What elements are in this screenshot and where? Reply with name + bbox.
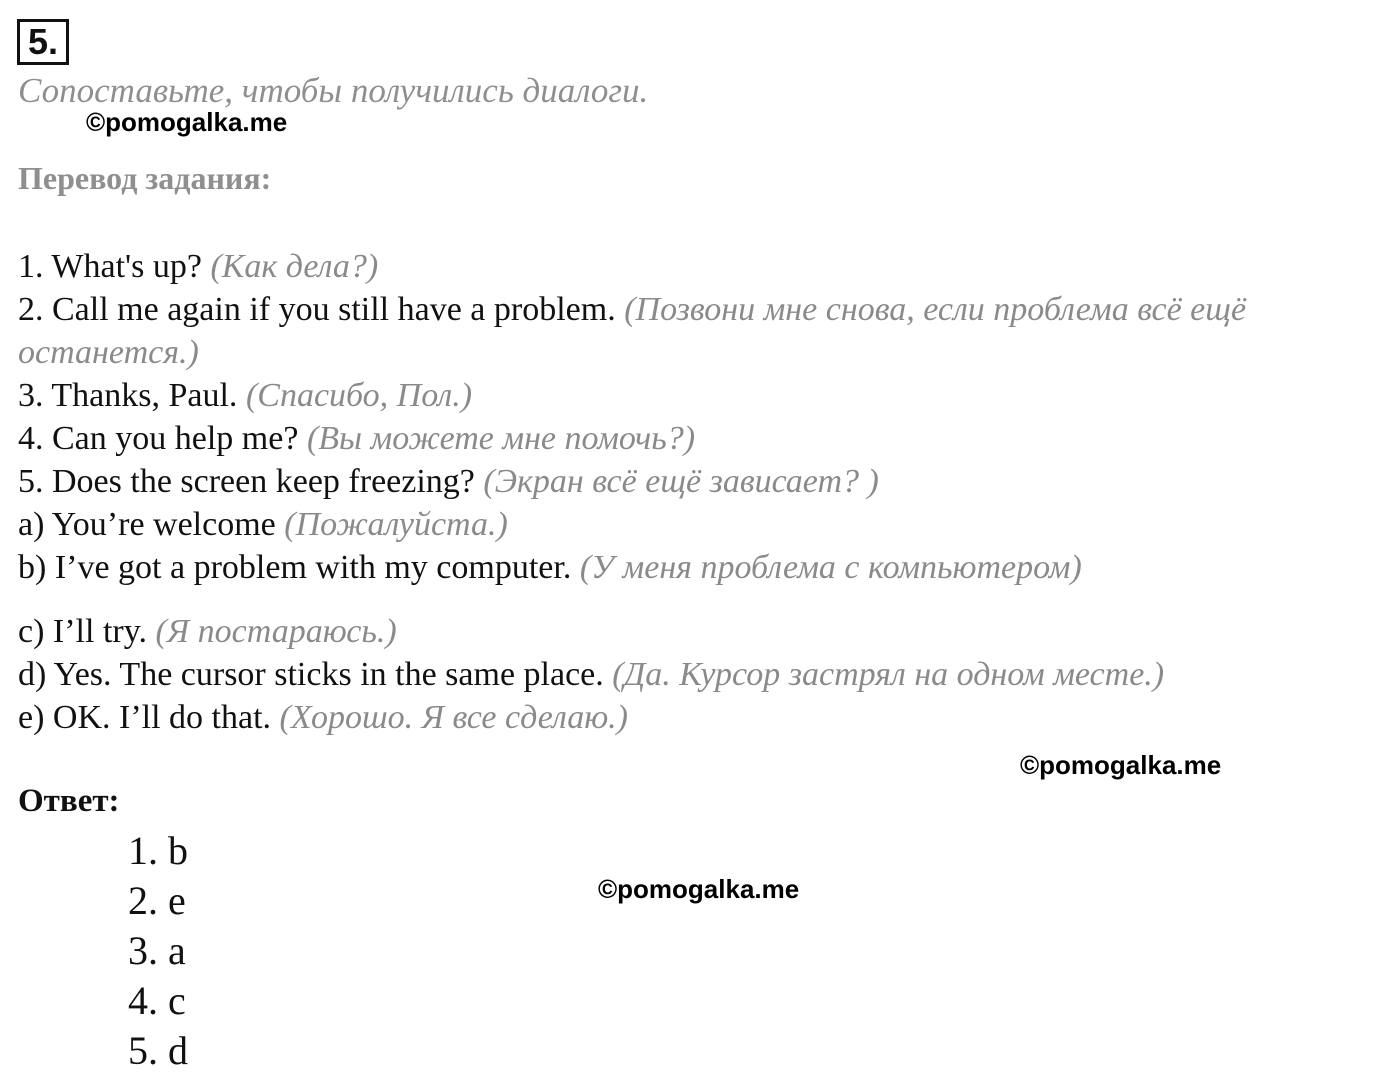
russian-translation: (Спасибо, Пол.) [245, 377, 473, 414]
watermark: ©pomogalka.me [1020, 750, 1222, 780]
answer-item: 3. a [128, 928, 186, 973]
russian-translation: (У меня проблема с компьютером) [579, 549, 1082, 586]
english-phrase: 3. Thanks, Paul. [18, 377, 246, 414]
dialogue-line-4 [18, 417, 1388, 460]
dialogue-line-3 [18, 374, 1388, 417]
russian-translation: (Экран всё ещё зависает? ) [483, 463, 879, 500]
english-phrase: d) Yes. The cursor sticks in the same place. [18, 656, 613, 693]
english-phrase: 5. Does the screen keep freezing? [18, 463, 484, 500]
english-phrase: 2. Call me again if you still have a problem. [18, 291, 625, 328]
dialogue-line-d [18, 653, 1388, 696]
english-phrase: a) You’re welcome [18, 506, 285, 543]
answer-item: 4. c [128, 978, 186, 1023]
answer-item: 1. b [128, 828, 188, 873]
dialogue-line-1 [18, 245, 1388, 288]
russian-translation: (Я постараюсь.) [155, 613, 397, 650]
russian-translation: (Да. Курсор застрял на одном месте.) [612, 656, 1165, 693]
dialogue-line-e [18, 696, 1388, 739]
answer-list [128, 826, 188, 1076]
english-phrase: c) I’ll try. [18, 613, 156, 650]
watermark: ©pomogalka.me [598, 874, 800, 904]
answer-heading: Ответ: [18, 783, 120, 819]
russian-translation: (Вы можете мне помочь?) [306, 420, 696, 457]
russian-translation: (Хорошо. Я все сделаю.) [279, 699, 628, 736]
translation-heading: Перевод задания: [18, 160, 272, 196]
answer-item: 2. e [128, 878, 186, 923]
dialogue-line-5 [18, 460, 1388, 503]
answer-item: 5. d [128, 1028, 188, 1073]
dialogue-line-a [18, 503, 1388, 546]
dialogue-lines [18, 245, 1388, 739]
russian-translation: (Пожалуйста.) [284, 506, 508, 543]
russian-translation: (Позвони мне снова, если проблема всё ещё останется.) [18, 291, 1247, 371]
dialogue-line-c [18, 610, 1388, 653]
dialogue-line-2 [18, 288, 1388, 374]
dialogue-line-b [18, 546, 1388, 589]
watermark: ©pomogalka.me [86, 107, 288, 137]
english-phrase: e) OK. I’ll do that. [18, 699, 280, 736]
russian-translation: (Как дела?) [210, 248, 379, 285]
english-phrase: 1. What's up? [18, 248, 211, 285]
task-instruction: Сопоставьте, чтобы получились диалоги. [18, 71, 649, 110]
english-phrase: 4. Can you help me? [18, 420, 307, 457]
english-phrase: b) I’ve got a problem with my computer. [18, 549, 580, 586]
task-number: 5. [17, 19, 69, 65]
